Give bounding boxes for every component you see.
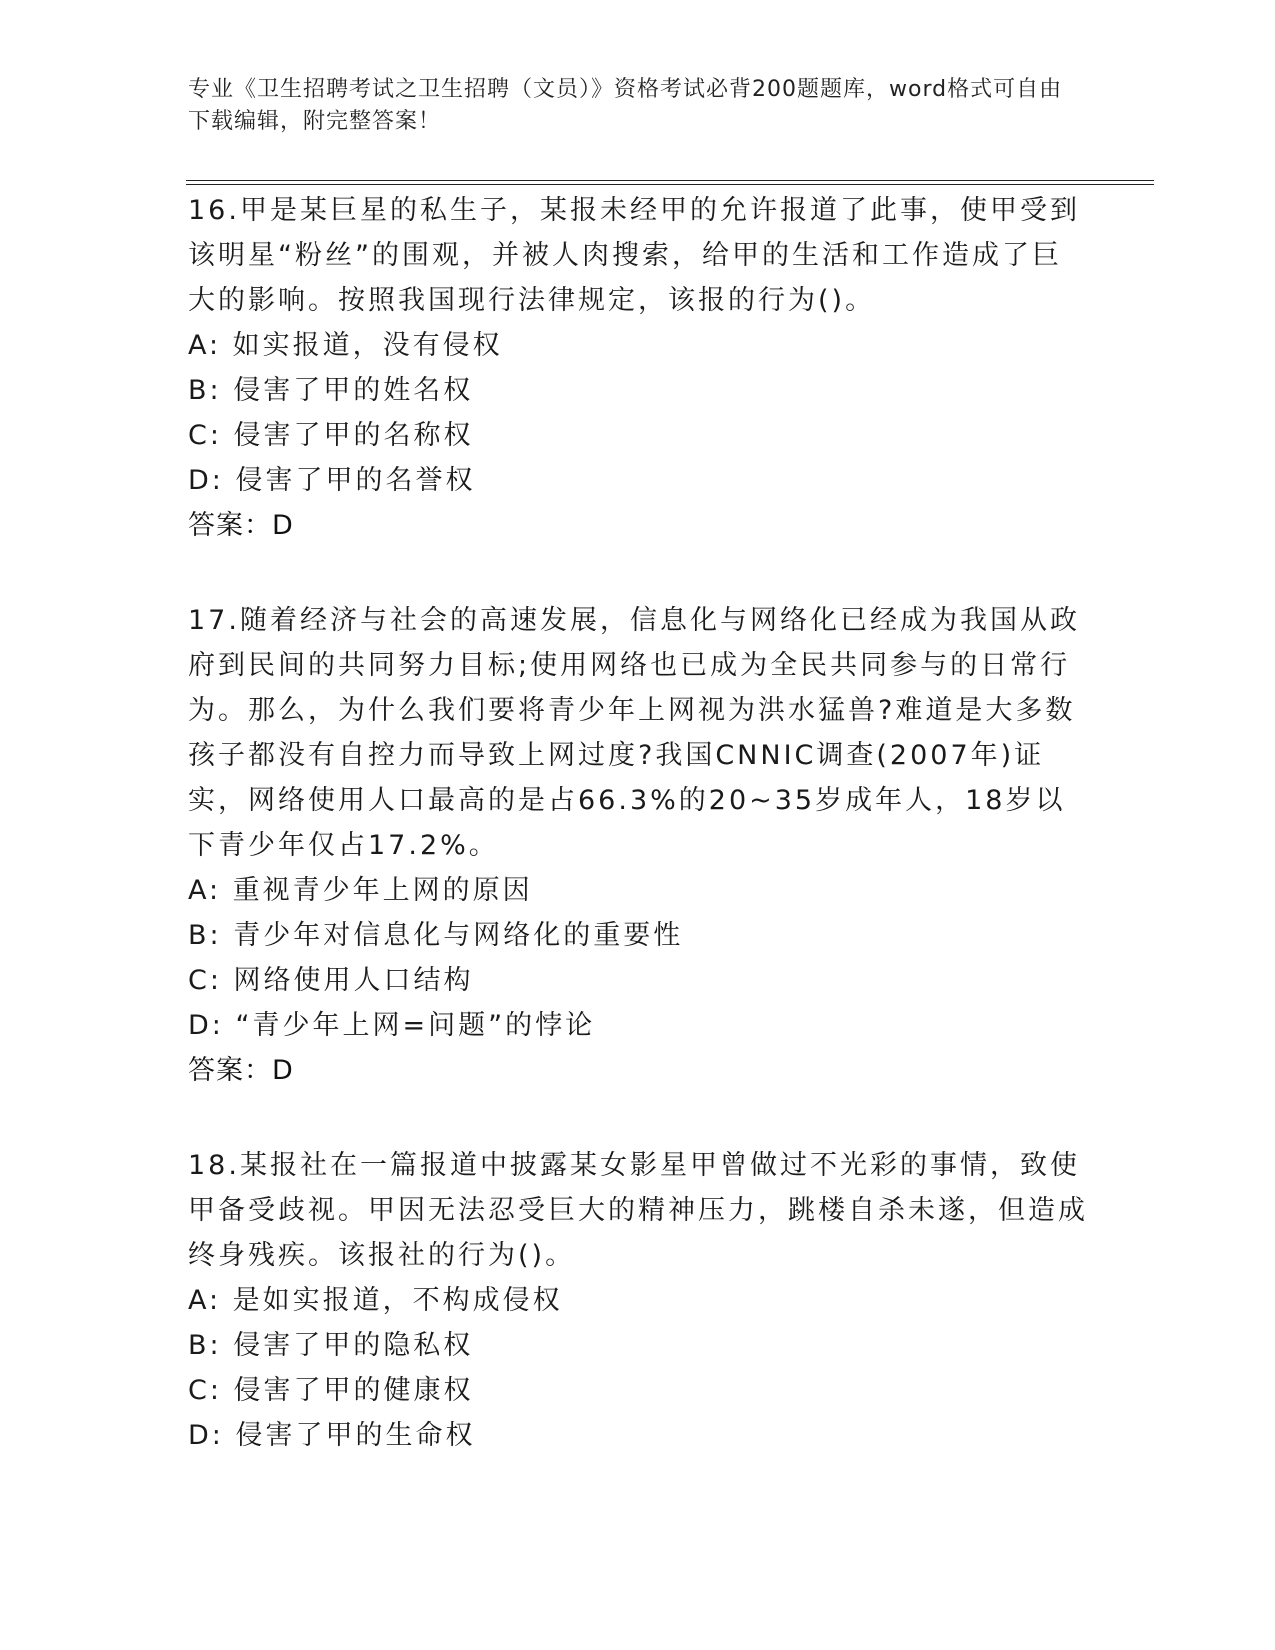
answer-line: 答案：D — [188, 1055, 294, 1086]
option-b: B: 侵害了甲的姓名权 — [188, 375, 474, 406]
header-divider-thin — [186, 180, 1154, 181]
answer-line: 答案：D — [188, 510, 294, 541]
option-a: A: 如实报道，没有侵权 — [188, 330, 503, 361]
document-header: 专业《卫生招聘考试之卫生招聘（文员）》资格考试必背200题题库，word格式可自由下载编辑，附完整答案！ — [188, 77, 1063, 134]
question-stem: 16.甲是某巨星的私生子，某报未经甲的允许报道了此事，使甲受到该明星“粉丝”的围观，并被人肉搜索，给甲的生活和工作造成了巨大的影响。按照我国现行法律规定，该报的行为()。 — [188, 195, 1080, 316]
option-d: D: 侵害了甲的名誉权 — [188, 465, 476, 496]
option-c: C: 侵害了甲的名称权 — [188, 420, 474, 451]
option-b: B: 青少年对信息化与网络化的重要性 — [188, 920, 684, 951]
option-d: D: “青少年上网=问题”的悖论 — [188, 1010, 596, 1041]
header-divider — [186, 184, 1154, 185]
question-stem: 17.随着经济与社会的高速发展，信息化与网络化已经成为我国从政府到民间的共同努力目标;使用网络也已成为全民共同参与的日常行为。那么，为什么我们要将青少年上网视为洪水猛兽?难道是大多数孩子都没有自控力而导致上网过度?我国CNNIC调查(2007年)证实，网络使用人口最高的是占66.3%的20~35岁成年人，18岁以下青少年仅占17.2%。 — [188, 605, 1080, 861]
question-17 — [188, 598, 1088, 1094]
option-c: C: 侵害了甲的健康权 — [188, 1375, 474, 1406]
question-16 — [188, 188, 1088, 549]
option-a: A: 是如实报道，不构成侵权 — [188, 1285, 563, 1316]
option-b: B: 侵害了甲的隐私权 — [188, 1330, 474, 1361]
option-d: D: 侵害了甲的生命权 — [188, 1420, 476, 1451]
question-stem: 18.某报社在一篇报道中披露某女影星甲曾做过不光彩的事情，致使甲备受歧视。甲因无法忍受巨大的精神压力，跳楼自杀未遂，但造成终身残疾。该报社的行为()。 — [188, 1150, 1088, 1271]
question-18 — [188, 1143, 1088, 1458]
option-a: A: 重视青少年上网的原因 — [188, 875, 533, 906]
option-c: C: 网络使用人口结构 — [188, 965, 474, 996]
